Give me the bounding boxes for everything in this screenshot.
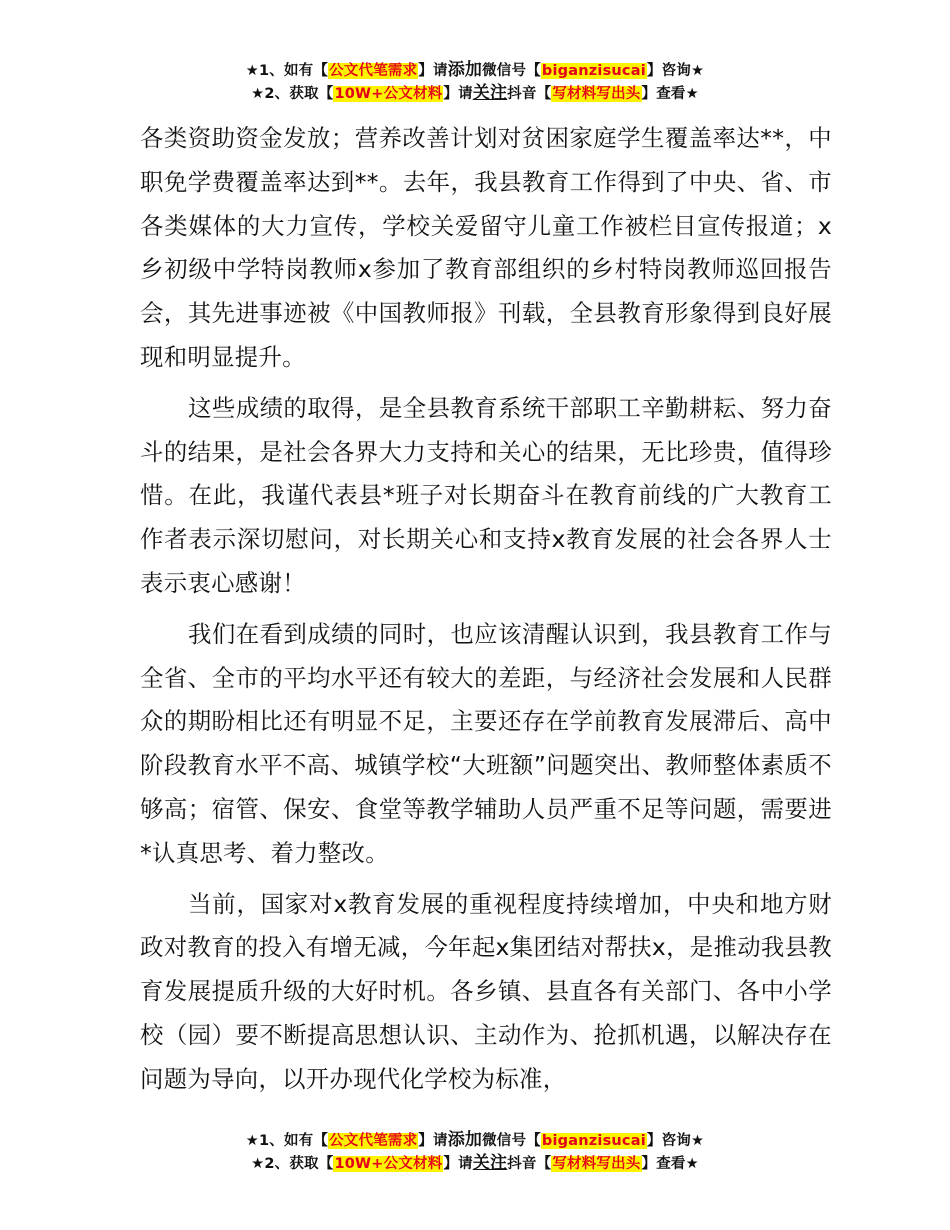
footer-line-1-emphasis: 添加 — [447, 1130, 483, 1150]
paragraph-3: 我们在看到成绩的同时，也应该清醒认识到，我县教育工作与全省、全市的平均水平还有较大的差距，与经济社会发展和人民群众的期盼相比还有明显不足，主要还存在学前教育发展滞后、高中阶段教育水平不高、城镇学校“大班额”问题突出、教师整体素质不够高；宿管、保安、食堂等教学辅助人员严重不足等问题，需要进*认真思考、着力整改。 — [140, 619, 832, 867]
footer-line-1 — [0, 1129, 950, 1152]
header-line-2 — [0, 82, 950, 105]
header-line-1 — [0, 59, 950, 82]
footer-line-1-mid2: 微信号【 — [482, 1133, 541, 1149]
footer-line-2-emphasis: 关注 — [472, 1153, 508, 1173]
footer-line-2-highlight-douyin: 写材料写出头 — [552, 1156, 641, 1172]
footer-line-2-highlight-materials: 10W+公文材料 — [334, 1156, 443, 1172]
header-line-1-suffix: 】咨询★ — [646, 63, 705, 79]
header-line-1-highlight-wechat: biganzisucai — [541, 63, 646, 79]
header-line-2-emphasis: 关注 — [472, 83, 508, 103]
header-banner — [0, 59, 950, 105]
footer-line-2-mid2: 抖音【 — [507, 1156, 552, 1172]
header-line-2-mid2: 抖音【 — [507, 86, 552, 102]
header-line-1-mid2: 微信号【 — [482, 63, 541, 79]
header-line-2-mid: 】请 — [443, 86, 473, 102]
header-line-1-mid: 】请 — [418, 63, 448, 79]
header-line-2-suffix: 】查看★ — [641, 86, 699, 102]
footer-line-1-highlight-wechat: biganzisucai — [541, 1133, 646, 1149]
footer-line-1-suffix: 】咨询★ — [646, 1133, 705, 1149]
footer-line-2 — [0, 1152, 950, 1175]
footer-line-1-prefix: ★1、如有【 — [245, 1133, 329, 1149]
header-line-2-highlight-douyin: 写材料写出头 — [552, 86, 641, 102]
paragraph-4: 当前，国家对x教育发展的重视程度持续增加，中央和地方财政对教育的投入有增无减，今年起x集团结对帮扶x，是推动我县教育发展提质升级的大好时机。各乡镇、县直各有关部门、各中小学校（园）要不断提高思想认识、主动作为、抢抓机遇，以解决存在问题为导向，以开办现代化学校为标准， — [140, 889, 832, 1093]
header-line-1-highlight-service: 公文代笔需求 — [329, 63, 418, 79]
footer-banner — [0, 1129, 950, 1175]
paragraph-2: 这些成绩的取得，是全县教育系统干部职工辛勤耕耘、努力奋斗的结果，是社会各界大力支持和关心的结果，无比珍贵，值得珍惜。在此，我谨代表县*班子对长期奋斗在教育前线的广大教育工作者表示深切慰问，对长期关心和支持x教育发展的社会各界人士表示衷心感谢！ — [140, 393, 832, 597]
footer-line-1-mid: 】请 — [418, 1133, 448, 1149]
footer-line-2-prefix: ★2、获取【 — [251, 1156, 334, 1172]
paragraph-1: 各类资助资金发放；营养改善计划对贫困家庭学生覆盖率达**，中职免学费覆盖率达到**。去年，我县教育工作得到了中央、省、市各类媒体的大力宣传，学校关爱留守儿童工作被栏目宣传报道；x乡初级中学特岗教师x参加了教育部组织的乡村特岗教师巡回报告会，其先进事迹被《中国教师报》刊载，全县教育形象得到良好展现和明显提升。 — [140, 124, 832, 371]
document-body — [140, 117, 832, 1109]
header-line-1-emphasis: 添加 — [447, 60, 483, 80]
header-line-1-prefix: ★1、如有【 — [245, 63, 329, 79]
header-line-2-prefix: ★2、获取【 — [251, 86, 334, 102]
footer-line-1-highlight-service: 公文代笔需求 — [329, 1133, 418, 1149]
footer-line-2-suffix: 】查看★ — [641, 1156, 699, 1172]
footer-line-2-mid: 】请 — [443, 1156, 473, 1172]
header-line-2-highlight-materials: 10W+公文材料 — [334, 86, 443, 102]
